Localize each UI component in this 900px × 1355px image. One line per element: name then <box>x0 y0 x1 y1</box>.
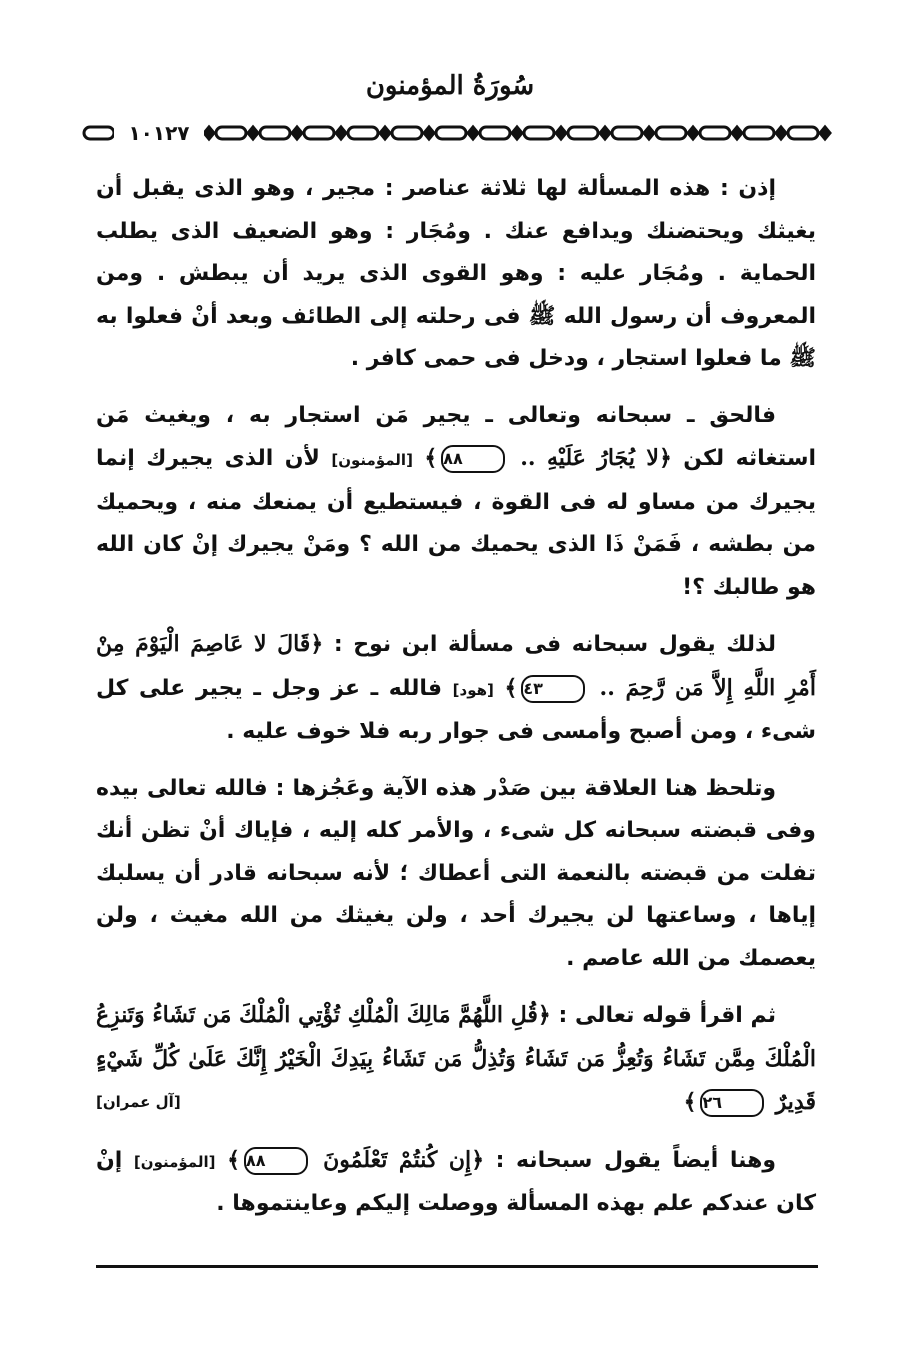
diamond-icon <box>600 127 610 139</box>
chain-link-icon <box>216 127 246 139</box>
diamond-icon <box>468 127 478 139</box>
diamond-icon <box>776 127 786 139</box>
paragraph-text: فالله ـ عز وجل ـ يجير على كل شىء ، ومن أصبح وأمسى فى جوار ربه فلا خوف عليه . <box>96 675 816 744</box>
surah-reference: [هود] <box>452 680 494 699</box>
paragraph-text: فالحق ـ سبحانه وتعالى ـ يجير مَن استجار به ، ويغيث مَن استغاثه لكن <box>96 402 817 471</box>
chain-link-icon <box>612 127 642 139</box>
paragraph-1: إذن : هذه المسألة لها ثلاثة عناصر : مجير ، وهو الذى يقبل أن يغيثك ويحتضنك ويدافع عنك . ومُجَار : وهو الضعيف الذى يطلب الحماية . ومُجَار عليه : وهو القوى الذى يريد أن يبطش . ومن المعروف أن رسول الله ﷺ فى رحلته إلى الطائف وبعد أنْ فعلوا به ﷺ ما فعلوا استجار ، ودخل فى حمى كافر . <box>96 176 816 371</box>
paragraph-text: ثم اقرأ قوله تعالى : <box>558 1003 776 1028</box>
quran-close-bracket: ﴾ <box>424 446 438 471</box>
chain-link-icon <box>788 127 818 139</box>
quran-open-bracket: ﴿ <box>471 1147 485 1173</box>
diamond-icon <box>732 127 742 139</box>
paragraph-5 <box>96 994 816 1125</box>
diamond-icon <box>292 127 302 139</box>
diamond-icon <box>204 127 214 139</box>
chain-link-icon <box>436 127 466 139</box>
chain-link-icon <box>700 127 730 139</box>
paragraph-text: وهنا أيضاً يقول سبحانه : <box>495 1147 777 1173</box>
chain-link-icon <box>480 127 510 139</box>
paragraph-text: إنْ كان عندكم علم بهذه المسألة ووصلت إليكم وعاينتموها . <box>96 1147 816 1216</box>
paragraph-text: لذلك يقول سبحانه فى مسألة ابن نوح : <box>333 632 776 657</box>
chain-link-icon <box>656 127 686 139</box>
verse-number-badge: ٨٨ <box>244 1147 308 1175</box>
chain-link-icon <box>84 127 114 139</box>
chain-link-icon <box>744 127 774 139</box>
diamond-icon <box>512 127 522 139</box>
verse-number-badge: ٢٦ <box>700 1089 764 1117</box>
quran-open-bracket: ﴿ <box>537 1003 551 1028</box>
chain-link-icon <box>524 127 554 139</box>
footer-divider <box>96 1265 818 1268</box>
diamond-icon <box>336 127 346 139</box>
diamond-icon <box>424 127 434 139</box>
verse-number-badge: ٤٣ <box>521 675 585 703</box>
quran-close-bracket: ﴾ <box>504 675 518 701</box>
diamond-icon <box>644 127 654 139</box>
diamond-icon <box>248 127 258 139</box>
diamond-icon <box>556 127 566 139</box>
surah-reference: [آل عمران] <box>96 1093 181 1111</box>
page-number: ١٠١٢٧ <box>114 118 204 148</box>
text-body <box>96 168 816 1240</box>
quran-open-bracket: ﴿ <box>310 632 324 657</box>
paragraph-2 <box>96 395 816 610</box>
diamond-icon <box>688 127 698 139</box>
diamond-icon <box>380 127 390 139</box>
paragraph-6 <box>96 1139 816 1226</box>
quran-verse: إِن كُنتُمْ تَعْلَمُونَ <box>323 1146 472 1173</box>
quran-close-bracket: ﴾ <box>227 1147 240 1173</box>
chain-link-icon <box>304 127 334 139</box>
quran-verse: قُلِ اللَّهُمَّ مَالِكَ الْمُلْكِ تُؤْتِي الْمُلْكَ مَن تَشَاءُ وَتَنزِعُ الْمُلْكَ مِمَّن تَشَاءُ وَتُعِزُّ مَن تَشَاءُ وَتُذِلُّ مَن تَشَاءُ بِيَدِكَ الْخَيْرُ إِنَّكَ عَلَىٰ كُلِّ شَيْءٍ قَدِيرٌ <box>96 1002 816 1115</box>
chain-link-icon <box>348 127 378 139</box>
quran-open-bracket: ﴿ <box>658 446 672 471</box>
verse-number-badge: ٨٨ <box>441 445 505 473</box>
diamond-icon <box>820 127 830 139</box>
chain-link-icon <box>260 127 290 139</box>
surah-title: سُورَةُ المؤمنون <box>365 71 535 101</box>
chain-link-icon <box>568 127 598 139</box>
paragraph-text: لأن الذى يجيرك إنما يجيرك من مساو له فى القوة ، فيستطيع أن يمنعك منه ، ويحميك من بطشه ، فَمَنْ ذَا الذى يحميك من الله ؟ ومَنْ يجيرك إنْ كان الله هو طالبك ؟! <box>96 446 816 600</box>
surah-reference: [المؤمنون] <box>331 451 413 469</box>
paragraph-3 <box>96 623 816 754</box>
chain-link-icon <box>392 127 422 139</box>
quran-verse: قَالَ لا عَاصِمَ الْيَوْمَ مِنْ أَمْرِ اللَّهِ إِلاَّ مَن رَّحِمَ .. <box>96 631 816 701</box>
paragraph-4: وتلحظ هنا العلاقة بين صَدْر هذه الآية وعَجُزها : فالله تعالى بيده وفى قبضته سبحانه كل شىء ، والأمر كله إليه ، فإياك أنْ تظن أنك تفلت من قبضته بالنعمة التى أعطاك ؛ لأنه سبحانه قادر أن يسلبك إياها ، وساعتها لن يجيرك أحد ، ولن يغيثك من الله مغيث ، ولن يعصمك من الله عاصم . <box>96 775 816 971</box>
quran-close-bracket: ﴾ <box>683 1090 697 1115</box>
surah-reference: [المؤمنون] <box>133 1152 216 1171</box>
quran-verse: لا يُجَارُ عَلَيْهِ .. <box>520 445 659 471</box>
